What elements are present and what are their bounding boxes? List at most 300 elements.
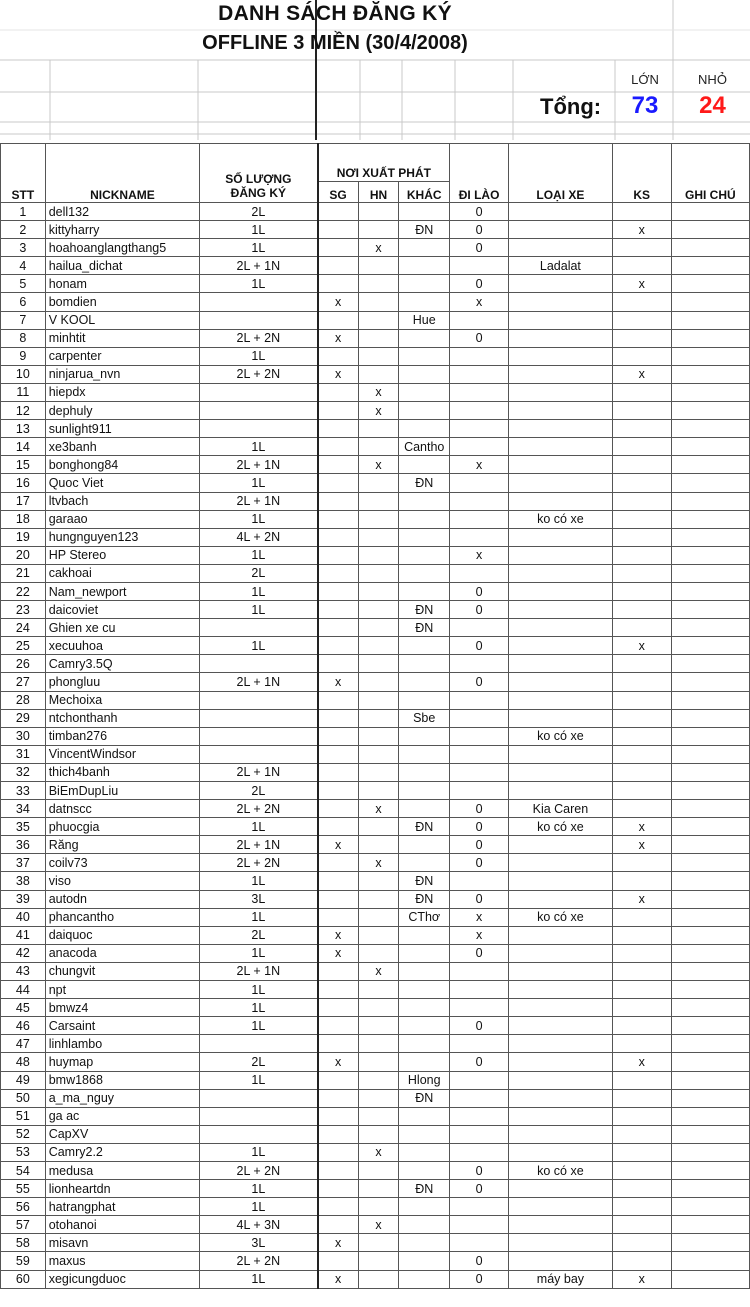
cell-di-lao[interactable] (450, 402, 509, 420)
cell-nickname[interactable]: cakhoai (45, 564, 199, 582)
cell-ks[interactable] (612, 1125, 671, 1143)
cell-nickname[interactable]: anacoda (45, 944, 199, 962)
cell-khac[interactable]: ĐN (399, 872, 450, 890)
cell-nickname[interactable]: bomdien (45, 293, 199, 311)
cell-stt[interactable]: 45 (1, 999, 46, 1017)
cell-quantity[interactable]: 1L (200, 908, 318, 926)
cell-stt[interactable]: 18 (1, 510, 46, 528)
cell-ghi-chu[interactable] (671, 257, 749, 275)
cell-ks[interactable] (612, 1252, 671, 1270)
cell-loai-xe[interactable] (509, 1107, 613, 1125)
cell-hn[interactable] (358, 709, 399, 727)
cell-nickname[interactable]: misavn (45, 1234, 199, 1252)
cell-ghi-chu[interactable] (671, 221, 749, 239)
cell-quantity[interactable]: 1L (200, 1017, 318, 1035)
cell-hn[interactable] (358, 311, 399, 329)
cell-quantity[interactable] (200, 1089, 318, 1107)
cell-nickname[interactable]: CapXV (45, 1125, 199, 1143)
cell-loai-xe[interactable]: Ladalat (509, 257, 613, 275)
cell-loai-xe[interactable] (509, 1035, 613, 1053)
cell-khac[interactable] (399, 582, 450, 600)
cell-ghi-chu[interactable] (671, 709, 749, 727)
cell-hn[interactable] (358, 872, 399, 890)
cell-sg[interactable] (318, 1198, 359, 1216)
cell-hn[interactable] (358, 1035, 399, 1053)
cell-nickname[interactable]: hailua_dichat (45, 257, 199, 275)
cell-sg[interactable] (318, 709, 359, 727)
cell-stt[interactable]: 39 (1, 890, 46, 908)
cell-ghi-chu[interactable] (671, 800, 749, 818)
cell-loai-xe[interactable] (509, 438, 613, 456)
cell-quantity[interactable]: 2L + 1N (200, 257, 318, 275)
cell-di-lao[interactable] (450, 745, 509, 763)
cell-sg[interactable] (318, 691, 359, 709)
cell-hn[interactable] (358, 908, 399, 926)
cell-loai-xe[interactable] (509, 456, 613, 474)
cell-ks[interactable] (612, 1161, 671, 1179)
cell-stt[interactable]: 42 (1, 944, 46, 962)
cell-quantity[interactable]: 2L + 2N (200, 365, 318, 383)
cell-ghi-chu[interactable] (671, 763, 749, 781)
cell-stt[interactable]: 6 (1, 293, 46, 311)
cell-ghi-chu[interactable] (671, 564, 749, 582)
cell-ks[interactable] (612, 655, 671, 673)
cell-ks[interactable] (612, 329, 671, 347)
cell-nickname[interactable]: honam (45, 275, 199, 293)
cell-sg[interactable] (318, 1125, 359, 1143)
cell-ghi-chu[interactable] (671, 474, 749, 492)
cell-stt[interactable]: 33 (1, 782, 46, 800)
cell-ghi-chu[interactable] (671, 239, 749, 257)
cell-loai-xe[interactable] (509, 981, 613, 999)
cell-di-lao[interactable]: 0 (450, 890, 509, 908)
cell-khac[interactable]: CThơ (399, 908, 450, 926)
cell-stt[interactable]: 22 (1, 582, 46, 600)
cell-hn[interactable] (358, 836, 399, 854)
cell-loai-xe[interactable] (509, 293, 613, 311)
cell-khac[interactable] (399, 854, 450, 872)
cell-stt[interactable]: 24 (1, 619, 46, 637)
cell-nickname[interactable]: phongluu (45, 673, 199, 691)
cell-khac[interactable] (399, 275, 450, 293)
cell-stt[interactable]: 31 (1, 745, 46, 763)
cell-nickname[interactable]: timban276 (45, 727, 199, 745)
cell-ghi-chu[interactable] (671, 528, 749, 546)
cell-stt[interactable]: 25 (1, 637, 46, 655)
cell-stt[interactable]: 27 (1, 673, 46, 691)
cell-stt[interactable]: 57 (1, 1216, 46, 1234)
cell-hn[interactable]: x (358, 1143, 399, 1161)
cell-nickname[interactable]: autodn (45, 890, 199, 908)
cell-loai-xe[interactable] (509, 1180, 613, 1198)
cell-di-lao[interactable] (450, 311, 509, 329)
cell-ghi-chu[interactable] (671, 347, 749, 365)
cell-stt[interactable]: 54 (1, 1161, 46, 1179)
cell-di-lao[interactable]: x (450, 456, 509, 474)
cell-ghi-chu[interactable] (671, 1234, 749, 1252)
cell-nickname[interactable]: ga ac (45, 1107, 199, 1125)
cell-ks[interactable] (612, 745, 671, 763)
cell-nickname[interactable]: coilv73 (45, 854, 199, 872)
cell-ghi-chu[interactable] (671, 818, 749, 836)
cell-hn[interactable] (358, 582, 399, 600)
cell-ghi-chu[interactable] (671, 1035, 749, 1053)
cell-loai-xe[interactable]: ko có xe (509, 727, 613, 745)
cell-ks[interactable] (612, 1180, 671, 1198)
cell-khac[interactable] (399, 836, 450, 854)
cell-khac[interactable] (399, 926, 450, 944)
cell-quantity[interactable] (200, 311, 318, 329)
cell-quantity[interactable] (200, 1035, 318, 1053)
cell-loai-xe[interactable] (509, 944, 613, 962)
cell-hn[interactable] (358, 293, 399, 311)
cell-loai-xe[interactable] (509, 854, 613, 872)
cell-loai-xe[interactable] (509, 582, 613, 600)
cell-sg[interactable]: x (318, 1234, 359, 1252)
cell-loai-xe[interactable] (509, 239, 613, 257)
cell-loai-xe[interactable] (509, 1216, 613, 1234)
cell-nickname[interactable]: linhlambo (45, 1035, 199, 1053)
cell-loai-xe[interactable]: Kia Caren (509, 800, 613, 818)
cell-loai-xe[interactable] (509, 836, 613, 854)
cell-quantity[interactable]: 1L (200, 221, 318, 239)
cell-hn[interactable] (358, 782, 399, 800)
cell-stt[interactable]: 19 (1, 528, 46, 546)
cell-ghi-chu[interactable] (671, 745, 749, 763)
cell-di-lao[interactable] (450, 727, 509, 745)
cell-quantity[interactable] (200, 619, 318, 637)
cell-di-lao[interactable] (450, 1143, 509, 1161)
cell-di-lao[interactable] (450, 709, 509, 727)
cell-di-lao[interactable]: 0 (450, 1180, 509, 1198)
cell-di-lao[interactable] (450, 420, 509, 438)
cell-hn[interactable] (358, 673, 399, 691)
cell-loai-xe[interactable] (509, 203, 613, 221)
cell-ghi-chu[interactable] (671, 546, 749, 564)
cell-nickname[interactable]: VincentWindsor (45, 745, 199, 763)
cell-loai-xe[interactable] (509, 528, 613, 546)
cell-di-lao[interactable]: x (450, 908, 509, 926)
cell-stt[interactable]: 56 (1, 1198, 46, 1216)
cell-nickname[interactable]: Nam_newport (45, 582, 199, 600)
cell-sg[interactable] (318, 203, 359, 221)
cell-quantity[interactable]: 1L (200, 438, 318, 456)
cell-hn[interactable] (358, 1107, 399, 1125)
cell-di-lao[interactable] (450, 763, 509, 781)
cell-sg[interactable] (318, 999, 359, 1017)
cell-loai-xe[interactable] (509, 1143, 613, 1161)
cell-stt[interactable]: 38 (1, 872, 46, 890)
cell-hn[interactable] (358, 944, 399, 962)
cell-stt[interactable]: 12 (1, 402, 46, 420)
cell-hn[interactable] (358, 275, 399, 293)
cell-di-lao[interactable]: 0 (450, 1017, 509, 1035)
cell-quantity[interactable]: 4L + 3N (200, 1216, 318, 1234)
cell-ghi-chu[interactable] (671, 582, 749, 600)
cell-hn[interactable] (358, 420, 399, 438)
cell-stt[interactable]: 10 (1, 365, 46, 383)
cell-quantity[interactable] (200, 293, 318, 311)
cell-stt[interactable]: 30 (1, 727, 46, 745)
cell-ghi-chu[interactable] (671, 1252, 749, 1270)
cell-ks[interactable] (612, 438, 671, 456)
cell-stt[interactable]: 16 (1, 474, 46, 492)
cell-khac[interactable] (399, 1216, 450, 1234)
cell-loai-xe[interactable] (509, 311, 613, 329)
cell-quantity[interactable]: 2L + 1N (200, 673, 318, 691)
cell-quantity[interactable] (200, 402, 318, 420)
cell-nickname[interactable]: lionheartdn (45, 1180, 199, 1198)
cell-di-lao[interactable] (450, 655, 509, 673)
cell-hn[interactable] (358, 1017, 399, 1035)
cell-sg[interactable] (318, 257, 359, 275)
cell-sg[interactable] (318, 474, 359, 492)
cell-sg[interactable]: x (318, 673, 359, 691)
cell-loai-xe[interactable] (509, 962, 613, 980)
cell-quantity[interactable]: 2L (200, 926, 318, 944)
cell-khac[interactable] (399, 673, 450, 691)
cell-stt[interactable]: 48 (1, 1053, 46, 1071)
cell-ks[interactable]: x (612, 890, 671, 908)
cell-ks[interactable]: x (612, 1270, 671, 1288)
cell-ghi-chu[interactable] (671, 691, 749, 709)
cell-quantity[interactable]: 2L + 1N (200, 763, 318, 781)
cell-hn[interactable]: x (358, 456, 399, 474)
cell-sg[interactable] (318, 1143, 359, 1161)
cell-loai-xe[interactable] (509, 637, 613, 655)
cell-ghi-chu[interactable] (671, 203, 749, 221)
cell-ghi-chu[interactable] (671, 293, 749, 311)
cell-nickname[interactable]: dephuly (45, 402, 199, 420)
cell-ks[interactable] (612, 908, 671, 926)
cell-ks[interactable] (612, 402, 671, 420)
cell-hn[interactable] (358, 619, 399, 637)
cell-sg[interactable] (318, 800, 359, 818)
cell-hn[interactable]: x (358, 383, 399, 401)
cell-stt[interactable]: 52 (1, 1125, 46, 1143)
cell-nickname[interactable]: viso (45, 872, 199, 890)
cell-ghi-chu[interactable] (671, 854, 749, 872)
cell-loai-xe[interactable] (509, 655, 613, 673)
cell-loai-xe[interactable]: ko có xe (509, 908, 613, 926)
cell-sg[interactable] (318, 347, 359, 365)
cell-quantity[interactable]: 3L (200, 890, 318, 908)
cell-nickname[interactable]: xe3banh (45, 438, 199, 456)
cell-loai-xe[interactable] (509, 402, 613, 420)
cell-hn[interactable] (358, 221, 399, 239)
cell-hn[interactable] (358, 1270, 399, 1288)
cell-khac[interactable]: Cantho (399, 438, 450, 456)
cell-stt[interactable]: 9 (1, 347, 46, 365)
cell-nickname[interactable]: Camry3.5Q (45, 655, 199, 673)
cell-loai-xe[interactable] (509, 691, 613, 709)
cell-loai-xe[interactable] (509, 601, 613, 619)
cell-di-lao[interactable]: 0 (450, 275, 509, 293)
cell-di-lao[interactable]: 0 (450, 203, 509, 221)
cell-ks[interactable]: x (612, 637, 671, 655)
cell-khac[interactable] (399, 1252, 450, 1270)
cell-ks[interactable] (612, 420, 671, 438)
cell-stt[interactable]: 34 (1, 800, 46, 818)
cell-quantity[interactable]: 1L (200, 510, 318, 528)
cell-nickname[interactable]: datnscc (45, 800, 199, 818)
cell-stt[interactable]: 47 (1, 1035, 46, 1053)
cell-khac[interactable]: ĐN (399, 601, 450, 619)
cell-ks[interactable] (612, 510, 671, 528)
cell-nickname[interactable]: Quoc Viet (45, 474, 199, 492)
cell-ghi-chu[interactable] (671, 329, 749, 347)
cell-loai-xe[interactable] (509, 546, 613, 564)
cell-hn[interactable]: x (358, 1216, 399, 1234)
cell-di-lao[interactable]: 0 (450, 1053, 509, 1071)
cell-quantity[interactable]: 1L (200, 1180, 318, 1198)
cell-ks[interactable]: x (612, 836, 671, 854)
cell-loai-xe[interactable] (509, 926, 613, 944)
cell-di-lao[interactable]: 0 (450, 1252, 509, 1270)
cell-khac[interactable] (399, 456, 450, 474)
cell-nickname[interactable]: Mechoixa (45, 691, 199, 709)
cell-sg[interactable] (318, 637, 359, 655)
cell-ks[interactable] (612, 854, 671, 872)
cell-sg[interactable]: x (318, 293, 359, 311)
cell-di-lao[interactable]: 0 (450, 1161, 509, 1179)
cell-stt[interactable]: 46 (1, 1017, 46, 1035)
cell-ghi-chu[interactable] (671, 926, 749, 944)
cell-di-lao[interactable]: 0 (450, 239, 509, 257)
cell-ks[interactable] (612, 582, 671, 600)
cell-hn[interactable] (358, 818, 399, 836)
cell-quantity[interactable]: 1L (200, 981, 318, 999)
cell-sg[interactable] (318, 546, 359, 564)
cell-di-lao[interactable]: 0 (450, 944, 509, 962)
cell-khac[interactable] (399, 402, 450, 420)
cell-khac[interactable] (399, 1161, 450, 1179)
cell-hn[interactable] (358, 203, 399, 221)
cell-sg[interactable]: x (318, 329, 359, 347)
cell-hn[interactable] (358, 1053, 399, 1071)
cell-hn[interactable] (358, 691, 399, 709)
cell-nickname[interactable]: npt (45, 981, 199, 999)
cell-khac[interactable] (399, 691, 450, 709)
cell-ks[interactable]: x (612, 275, 671, 293)
cell-ks[interactable] (612, 673, 671, 691)
cell-ks[interactable] (612, 962, 671, 980)
cell-ghi-chu[interactable] (671, 673, 749, 691)
cell-stt[interactable]: 37 (1, 854, 46, 872)
cell-quantity[interactable]: 1L (200, 1270, 318, 1288)
cell-loai-xe[interactable] (509, 1017, 613, 1035)
cell-stt[interactable]: 35 (1, 818, 46, 836)
cell-di-lao[interactable] (450, 347, 509, 365)
cell-sg[interactable]: x (318, 836, 359, 854)
cell-quantity[interactable]: 1L (200, 872, 318, 890)
cell-sg[interactable] (318, 492, 359, 510)
cell-ks[interactable] (612, 293, 671, 311)
cell-ks[interactable] (612, 383, 671, 401)
cell-hn[interactable]: x (358, 402, 399, 420)
cell-nickname[interactable]: maxus (45, 1252, 199, 1270)
cell-quantity[interactable]: 1L (200, 239, 318, 257)
cell-stt[interactable]: 43 (1, 962, 46, 980)
cell-ghi-chu[interactable] (671, 890, 749, 908)
cell-hn[interactable] (358, 510, 399, 528)
cell-loai-xe[interactable] (509, 782, 613, 800)
cell-loai-xe[interactable] (509, 474, 613, 492)
cell-khac[interactable] (399, 655, 450, 673)
cell-ghi-chu[interactable] (671, 872, 749, 890)
cell-loai-xe[interactable] (509, 1198, 613, 1216)
cell-loai-xe[interactable] (509, 329, 613, 347)
cell-quantity[interactable]: 4L + 2N (200, 528, 318, 546)
cell-ks[interactable] (612, 800, 671, 818)
cell-nickname[interactable]: xegicungduoc (45, 1270, 199, 1288)
cell-hn[interactable] (358, 474, 399, 492)
cell-ks[interactable] (612, 1107, 671, 1125)
cell-loai-xe[interactable] (509, 275, 613, 293)
cell-khac[interactable] (399, 203, 450, 221)
cell-sg[interactable] (318, 510, 359, 528)
cell-hn[interactable] (358, 890, 399, 908)
cell-nickname[interactable]: a_ma_nguy (45, 1089, 199, 1107)
cell-stt[interactable]: 40 (1, 908, 46, 926)
cell-stt[interactable]: 11 (1, 383, 46, 401)
cell-hn[interactable] (358, 1198, 399, 1216)
cell-ghi-chu[interactable] (671, 962, 749, 980)
cell-quantity[interactable] (200, 691, 318, 709)
cell-nickname[interactable]: BiEmDupLiu (45, 782, 199, 800)
cell-nickname[interactable]: V KOOL (45, 311, 199, 329)
cell-sg[interactable]: x (318, 926, 359, 944)
cell-loai-xe[interactable]: ko có xe (509, 818, 613, 836)
cell-ghi-chu[interactable] (671, 402, 749, 420)
cell-sg[interactable] (318, 456, 359, 474)
cell-ghi-chu[interactable] (671, 981, 749, 999)
cell-ghi-chu[interactable] (671, 1270, 749, 1288)
cell-nickname[interactable]: garaao (45, 510, 199, 528)
cell-quantity[interactable]: 2L (200, 782, 318, 800)
cell-ghi-chu[interactable] (671, 365, 749, 383)
cell-nickname[interactable]: sunlight911 (45, 420, 199, 438)
cell-di-lao[interactable] (450, 510, 509, 528)
cell-sg[interactable] (318, 981, 359, 999)
cell-quantity[interactable]: 1L (200, 582, 318, 600)
cell-quantity[interactable]: 3L (200, 1234, 318, 1252)
cell-hn[interactable] (358, 564, 399, 582)
cell-ks[interactable] (612, 981, 671, 999)
cell-ghi-chu[interactable] (671, 1198, 749, 1216)
cell-loai-xe[interactable] (509, 492, 613, 510)
cell-stt[interactable]: 1 (1, 203, 46, 221)
cell-ks[interactable] (612, 474, 671, 492)
cell-sg[interactable] (318, 1071, 359, 1089)
cell-loai-xe[interactable] (509, 564, 613, 582)
cell-di-lao[interactable]: x (450, 293, 509, 311)
cell-di-lao[interactable]: 0 (450, 800, 509, 818)
cell-ks[interactable] (612, 1198, 671, 1216)
cell-sg[interactable] (318, 872, 359, 890)
cell-khac[interactable] (399, 492, 450, 510)
cell-ks[interactable] (612, 601, 671, 619)
cell-di-lao[interactable] (450, 1234, 509, 1252)
cell-khac[interactable] (399, 1017, 450, 1035)
cell-sg[interactable] (318, 438, 359, 456)
cell-hn[interactable] (358, 365, 399, 383)
cell-hn[interactable] (358, 637, 399, 655)
cell-ks[interactable] (612, 1035, 671, 1053)
cell-quantity[interactable]: 2L + 1N (200, 836, 318, 854)
cell-ks[interactable] (612, 709, 671, 727)
cell-di-lao[interactable] (450, 1071, 509, 1089)
